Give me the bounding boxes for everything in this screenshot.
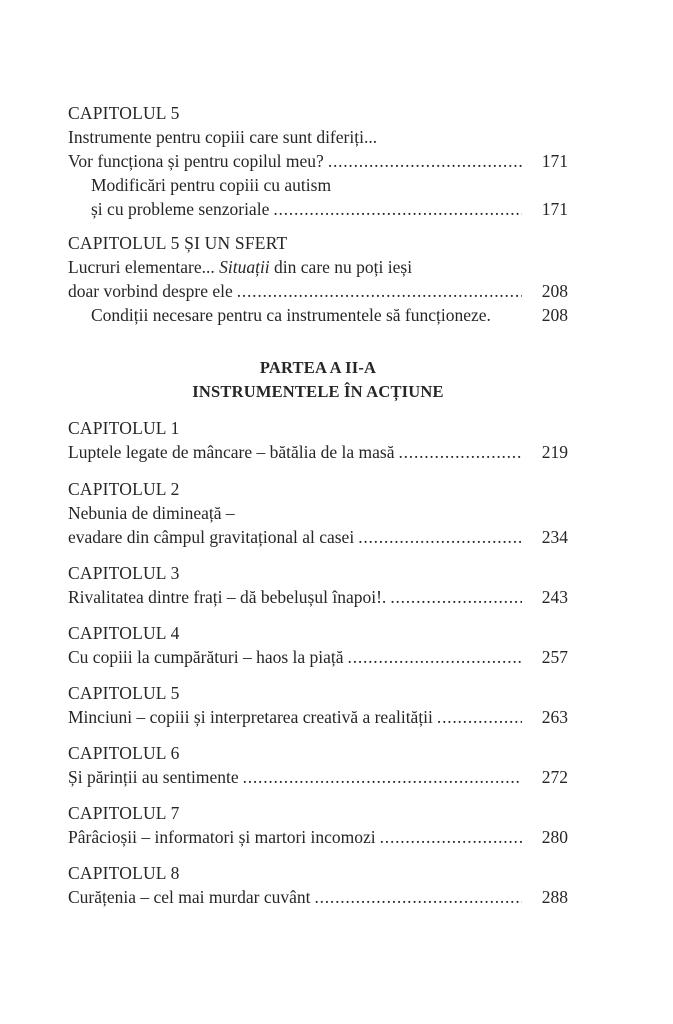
subsection-title-line: Modificări pentru copiii cu autism xyxy=(91,175,332,195)
toc-line xyxy=(68,525,568,549)
chapter-label: CAPITOLUL 7 xyxy=(68,803,180,823)
dot-leader xyxy=(399,440,523,464)
toc-line xyxy=(68,765,568,789)
toc-entry-p2-ch2 xyxy=(68,477,568,549)
page-number: 243 xyxy=(541,587,568,607)
chapter-label: CAPITOLUL 5 xyxy=(68,103,180,123)
page-number: 263 xyxy=(541,707,568,727)
subsection-title-line: și cu probleme senzoriale xyxy=(91,199,270,219)
toc-entry-p2-ch5 xyxy=(68,681,568,729)
toc-line xyxy=(68,279,568,303)
toc-line xyxy=(68,645,568,669)
chapter-title-line: Lucruri elementare... Situații din care nu poți ieși xyxy=(68,257,413,277)
italic-word: Situații xyxy=(219,257,270,277)
toc-entry-p1-ch5 xyxy=(68,101,568,221)
dot-leader xyxy=(273,197,522,221)
toc-line xyxy=(68,197,568,221)
page-number: 272 xyxy=(541,767,568,787)
toc-line xyxy=(68,825,568,849)
chapter-label: CAPITOLUL 2 xyxy=(68,479,180,499)
chapter-label: CAPITOLUL 5 ȘI UN SFERT xyxy=(68,233,288,253)
dot-leader xyxy=(237,279,522,303)
dot-leader xyxy=(390,585,522,609)
page-number: 171 xyxy=(541,151,568,171)
subsection-title-line: Condiții necesare pentru ca instrumentele să funcționeze. xyxy=(91,305,491,325)
page-number: 280 xyxy=(541,827,568,847)
chapter-label: CAPITOLUL 8 xyxy=(68,863,180,883)
chapter-title: Pârâcioșii – informatori și martori incomozi xyxy=(68,827,376,847)
chapter-title: Curățenia – cel mai murdar cuvânt xyxy=(68,887,311,907)
chapter-title: Luptele legate de mâncare – bătălia de la masă xyxy=(68,442,395,462)
toc-entry-p1-ch5-quarter xyxy=(68,231,568,327)
toc-entry-p2-ch1 xyxy=(68,416,568,464)
part-subheading: INSTRUMENTELE ÎN ACȚIUNE xyxy=(192,382,444,401)
page-number: 288 xyxy=(541,887,568,907)
dot-leader xyxy=(437,705,522,729)
chapter-title: Cu copiii la cumpărături – haos la piață xyxy=(68,647,344,667)
page-number: 257 xyxy=(541,647,568,667)
dot-leader xyxy=(358,525,522,549)
chapter-title: evadare din câmpul gravitațional al casei xyxy=(68,527,355,547)
chapter-label: CAPITOLUL 6 xyxy=(68,743,180,763)
toc-entry-p2-ch6 xyxy=(68,741,568,789)
chapter-title-line: Vor funcționa și pentru copilul meu? xyxy=(68,151,324,171)
dot-leader xyxy=(314,885,522,909)
toc-line xyxy=(68,585,568,609)
toc-line xyxy=(68,303,568,327)
toc-line xyxy=(68,885,568,909)
part-heading: PARTEA A II-A xyxy=(259,358,377,377)
toc-entry-p2-ch8 xyxy=(68,861,568,909)
page-number: 208 xyxy=(541,281,568,301)
page-number: 219 xyxy=(541,442,568,462)
toc-line xyxy=(68,149,568,173)
chapter-label: CAPITOLUL 1 xyxy=(68,418,180,438)
toc-entry-p2-ch7 xyxy=(68,801,568,849)
chapter-label: CAPITOLUL 4 xyxy=(68,623,180,643)
chapter-title-line: Instrumente pentru copiii care sunt diferiți... xyxy=(68,127,378,147)
dot-leader xyxy=(328,149,522,173)
dot-leader xyxy=(243,765,522,789)
chapter-title: Rivalitatea dintre frați – dă bebelușul înapoi!. xyxy=(68,587,387,607)
chapter-title: Minciuni – copiii și interpretarea creativă a realității xyxy=(68,707,433,727)
page-number: 234 xyxy=(541,527,568,547)
dot-leader xyxy=(380,825,522,849)
page-number: 171 xyxy=(541,199,568,219)
dot-leader xyxy=(348,645,522,669)
toc-line xyxy=(68,705,568,729)
toc-entry-p2-ch3 xyxy=(68,561,568,609)
chapter-label: CAPITOLUL 5 xyxy=(68,683,180,703)
toc-entry-p2-ch4 xyxy=(68,621,568,669)
chapter-title-line: Nebunia de dimineață – xyxy=(68,503,235,523)
chapter-title-line: doar vorbind despre ele xyxy=(68,281,233,301)
chapter-title: Și părinții au sentimente xyxy=(68,767,239,787)
chapter-label: CAPITOLUL 3 xyxy=(68,563,180,583)
toc-line xyxy=(68,440,568,464)
page-number: 208 xyxy=(541,305,568,325)
